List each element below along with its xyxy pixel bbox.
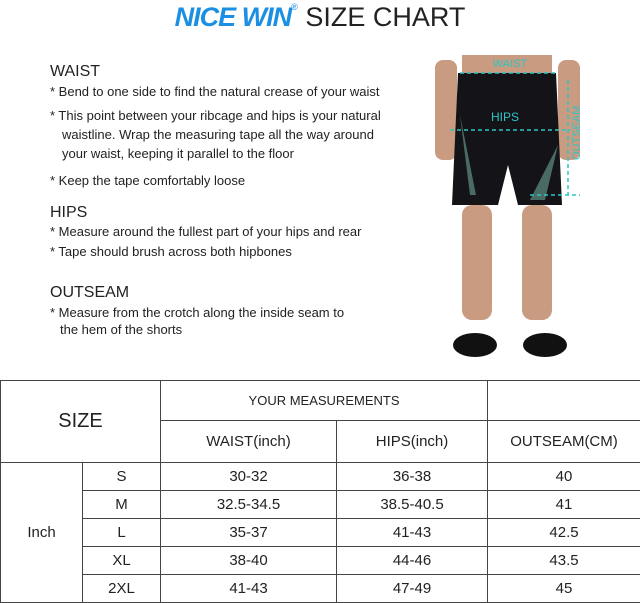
column-header: OUTSEAM(CM) <box>488 421 640 463</box>
hips-cell: 47-49 <box>337 575 488 603</box>
outseam-cell: 43.5 <box>488 547 640 575</box>
outseam-label: OUTSEAM <box>571 105 583 160</box>
size-header: SIZE <box>1 381 161 463</box>
waist-cell: 30-32 <box>161 463 337 491</box>
guide-line: waistline. Wrap the measuring tape all the way around <box>62 127 374 142</box>
size-table <box>0 380 640 603</box>
table-row <box>1 519 640 547</box>
outseam-cell: 41 <box>488 491 640 519</box>
waist-label: WAIST <box>492 58 528 70</box>
table-row <box>1 491 640 519</box>
hips-cell: 36-38 <box>337 463 488 491</box>
outseam-heading: OUTSEAM <box>50 284 130 301</box>
hips-cell: 38.5-40.5 <box>337 491 488 519</box>
unit-cell: Inch <box>1 463 83 603</box>
registered-mark: ® <box>291 2 298 12</box>
table-row <box>1 547 640 575</box>
waist-cell: 32.5-34.5 <box>161 491 337 519</box>
outseam-cell: 42.5 <box>488 519 640 547</box>
guide-line: the hem of the shorts <box>60 322 183 337</box>
title-text: SIZE CHART <box>305 2 466 32</box>
size-cell: 2XL <box>83 575 161 603</box>
measurements-header: YOUR MEASUREMENTS <box>161 381 488 421</box>
table-row <box>1 463 640 491</box>
waist-heading: WAIST <box>50 63 101 80</box>
guide-line: * Measure around the fullest part of your hips and rear <box>50 224 362 239</box>
page-title <box>0 2 640 33</box>
model-figure <box>430 55 590 365</box>
hips-cell: 44-46 <box>337 547 488 575</box>
table-row <box>1 575 640 603</box>
column-header: HIPS(inch) <box>337 421 488 463</box>
guide-line: * Bend to one side to find the natural crease of your waist <box>50 84 380 99</box>
guide-line: * Measure from the crotch along the inside seam to <box>50 305 345 320</box>
guide-line: * Tape should brush across both hipbones <box>50 244 292 259</box>
waist-cell: 35-37 <box>161 519 337 547</box>
waist-cell: 38-40 <box>161 547 337 575</box>
guide-line: * This point between your ribcage and hips is your natural <box>50 108 381 123</box>
guide-line: your waist, keeping it parallel to the floor <box>62 146 294 161</box>
outseam-cell: 40 <box>488 463 640 491</box>
outseam-cell: 45 <box>488 575 640 603</box>
size-cell: S <box>83 463 161 491</box>
size-cell: M <box>83 491 161 519</box>
waist-cell: 41-43 <box>161 575 337 603</box>
size-cell: L <box>83 519 161 547</box>
size-cell: XL <box>83 547 161 575</box>
hips-label: HIPS <box>490 110 520 124</box>
hips-cell: 41-43 <box>337 519 488 547</box>
guide-line: * Keep the tape comfortably loose <box>50 173 246 188</box>
hips-heading: HIPS <box>50 204 88 221</box>
column-header: WAIST(inch) <box>161 421 337 463</box>
empty-header <box>488 381 640 421</box>
brand-logo: NICE WIN <box>174 2 292 32</box>
